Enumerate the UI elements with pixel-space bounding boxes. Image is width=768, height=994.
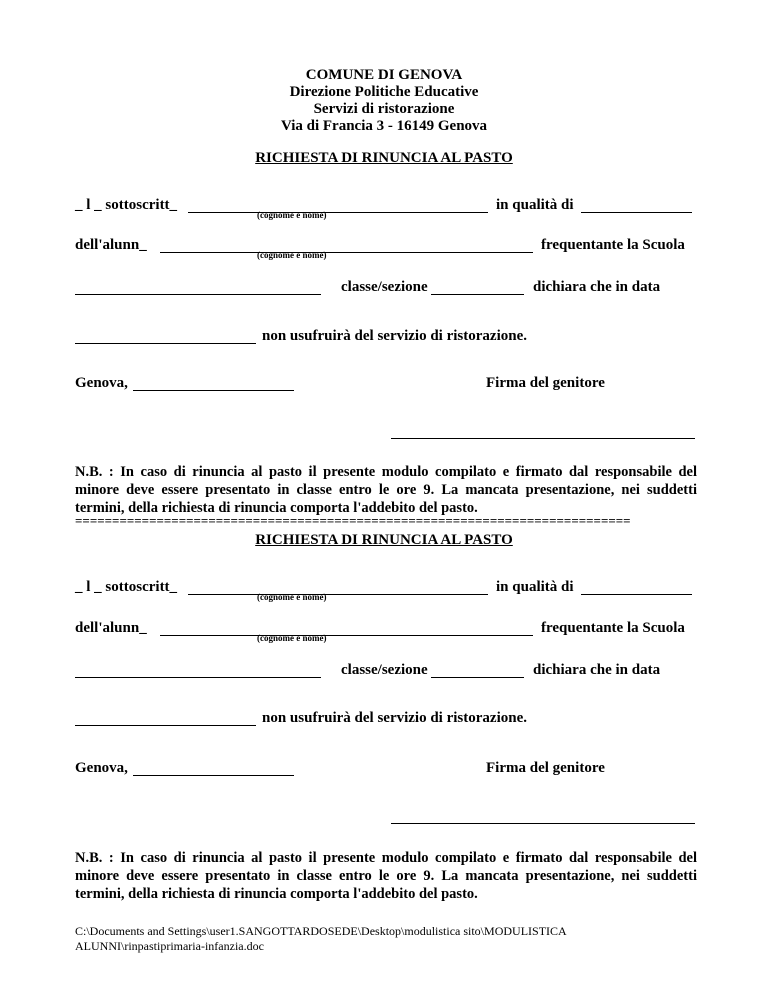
header-comune: COMUNE DI GENOVA [305, 67, 463, 83]
footer-file-path: C:\Documents and Settings\user1.SANGOTTARDOSEDE\Desktop\modulistica sito\MODULISTICA ALUNNI\rinpastiprimaria-infanzia.doc [75, 924, 567, 953]
name-hint: (cognome e nome) [257, 592, 327, 602]
student-field[interactable] [160, 252, 533, 253]
classe-field[interactable] [431, 677, 524, 678]
qualita-field[interactable] [581, 594, 692, 595]
date-field[interactable] [75, 725, 256, 726]
firma-label: Firma del genitore [486, 760, 605, 776]
form-title: RICHIESTA DI RINUNCIA AL PASTO [255, 150, 513, 166]
name-hint: (cognome e nome) [257, 210, 327, 220]
student-field[interactable] [160, 635, 533, 636]
dichiara-label: dichiara che in data [533, 279, 661, 295]
qualita-label: in qualità di [496, 197, 574, 213]
student-hint: (cognome e nome) [257, 633, 327, 643]
classe-field[interactable] [431, 294, 524, 295]
name-field[interactable] [188, 594, 488, 595]
signature-field[interactable] [391, 438, 695, 439]
header-direzione: Direzione Politiche Educative [289, 84, 479, 100]
header-address: Via di Francia 3 - 16149 Genova [280, 118, 488, 134]
sottoscritto-label: _ l _ sottoscritt_ [75, 197, 178, 213]
qualita-label: in qualità di [496, 579, 574, 595]
separator: =========================================================================== [75, 516, 631, 526]
genova-date-field[interactable] [133, 390, 294, 391]
scuola-label: frequentante la Scuola [541, 237, 685, 253]
scuola-label: frequentante la Scuola [541, 620, 685, 636]
name-field[interactable] [188, 212, 488, 213]
note-text: N.B. : In caso di rinuncia al pasto il presente modulo compilato e firmato dal responsabile del minore deve essere presentato in classe entro le ore 9. La mancata presentazione, nei suddetti termini, della richiesta di rinuncia comporta l'addebito del pasto. [75, 464, 697, 516]
genova-label: Genova, [75, 760, 128, 776]
non-usufruira-text: non usufruirà del servizio di ristorazione. [262, 710, 527, 726]
qualita-field[interactable] [581, 212, 692, 213]
firma-label: Firma del genitore [486, 375, 605, 391]
alunno-label: dell'alunn_ [75, 620, 147, 636]
header-servizi: Servizi di ristorazione [313, 101, 455, 117]
classe-label: classe/sezione [341, 279, 428, 295]
sottoscritto-label: _ l _ sottoscritt_ [75, 579, 178, 595]
form-title: RICHIESTA DI RINUNCIA AL PASTO [255, 532, 513, 548]
note-text: N.B. : In caso di rinuncia al pasto il presente modulo compilato e firmato dal responsabile del minore deve essere presentato in classe entro le ore 9. La mancata presentazione, nei suddetti termini, della richiesta di rinuncia comporta l'addebito del pasto. [75, 850, 697, 902]
school-field[interactable] [75, 677, 321, 678]
school-field[interactable] [75, 294, 321, 295]
student-hint: (cognome e nome) [257, 250, 327, 260]
alunno-label: dell'alunn_ [75, 237, 147, 253]
dichiara-label: dichiara che in data [533, 662, 661, 678]
genova-label: Genova, [75, 375, 128, 391]
signature-field[interactable] [391, 823, 695, 824]
genova-date-field[interactable] [133, 775, 294, 776]
non-usufruira-text: non usufruirà del servizio di ristorazione. [262, 328, 527, 344]
date-field[interactable] [75, 343, 256, 344]
classe-label: classe/sezione [341, 662, 428, 678]
